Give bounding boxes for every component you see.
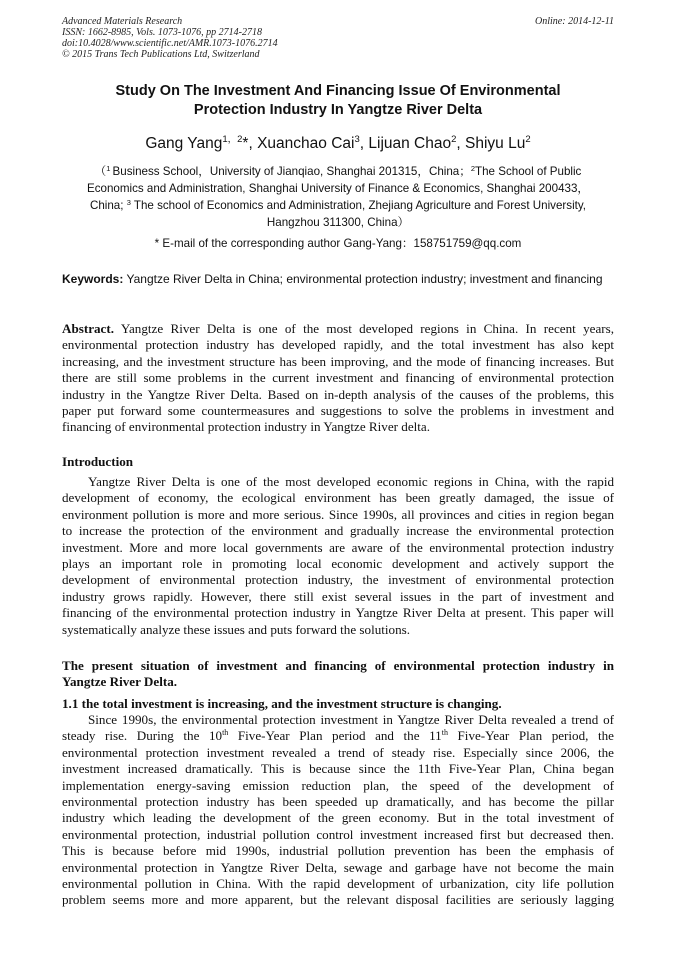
paragraph-line: environment pollution is more and more serious. Since 1990s, all provinces and cities in region began (62, 506, 614, 522)
paragraph-line: plays an important role in promoting local economic development and actively support the (62, 556, 614, 572)
paragraph-line: environmental protection industry has been speeded up dramatically, and has become the pillar (62, 794, 614, 810)
paragraph-line: development of economy, the ecological environment has been greatly damaged, the issue of (62, 490, 614, 506)
heading-line: Yangtze River Delta. (62, 674, 178, 690)
paragraph-line: financing of the environmental protection industry in Yangtze River Delta at present. This paper will (62, 605, 614, 621)
affil-text-1a: Business School，University of Jianqiao, Shanghai 201315，China； (112, 165, 471, 178)
section-1-1-paragraph (62, 712, 614, 909)
author-sep: , (456, 135, 466, 152)
affiliation-line-2: Economics and Administration, Shanghai University of Finance & Economics, Shanghai 200433， (86, 182, 590, 195)
ordinal-suffix: th (222, 728, 229, 738)
subsection-heading-1-1: 1.1 the total investment is increasing, and the investment structure is changing. (62, 696, 502, 711)
paragraph-line: environmental protection, industrial pollution control investment increased first but decreased then. (62, 826, 614, 842)
paragraph-line: steady rise. During the 10th Five-Year Plan period and the 11th Five-Year Plan period, the (62, 728, 614, 744)
abstract-line: there are still some problems in the current investment and financing of environmental protection (62, 370, 614, 386)
affil-sup-1: 1 (106, 164, 113, 173)
author-4: Shiyu Lu (465, 135, 526, 152)
paragraph-line: environmental protection in Yangtze River Delta, sewage and garbage have not become the main (62, 859, 614, 875)
abstract-line: paper put forward some countermeasures and suggestions to solve the problems in investment and (62, 403, 614, 419)
journal-name: Advanced Materials Research (62, 16, 183, 27)
paragraph-line: environmental protection investment revealed a trend of steady rise. Especially since 2006, the (62, 744, 614, 760)
paragraph-line: industry which leading the development of the green economy. But in the total investment of (62, 810, 614, 826)
title-line-1: Study On The Investment And Financing Issue Of Environmental (115, 83, 561, 99)
paragraph-line: systematically analyze these issues and puts forward the solutions. (62, 621, 410, 637)
author-list (62, 134, 614, 154)
abstract-line: environmental protection industry has developed rapidly, and the total investment has also kept (62, 337, 614, 353)
heading-line: The present situation of investment and financing of environmental protection industry in (62, 658, 614, 673)
paragraph-line: This is because before mid 1990s, industrial pollution prevention has been the emphasis of (62, 843, 614, 859)
affil-sup-2: 2 (470, 164, 476, 173)
author-3: Lijuan Chao (368, 135, 452, 152)
author-4-affil: 2 (525, 134, 531, 145)
author-3-affil: 2 (451, 134, 457, 145)
ordinal-suffix: th (441, 728, 448, 738)
paragraph-line: Yangtze River Delta is one of the most developed economic regions in China, with the rapid (88, 474, 614, 489)
paragraph-line: investment increased dramatically. This is because since the 11th Five-Year Plan, China began (62, 761, 614, 777)
author-2: Xuanchao Cai (257, 135, 355, 152)
affil-text-3b: The school of Economics and Administration, Zhejiang Agriculture and Forest University, (130, 199, 587, 212)
author-2-affil: 3 (354, 134, 360, 145)
paragraph-line: development of environmental protection industry, the investment of environmental protection (62, 572, 614, 588)
title-line-2: Protection Industry In Yangtze River Delta (193, 102, 483, 118)
affil-sup-3: 3 (126, 198, 131, 207)
issn-line: ISSN: 1662-8985, Vols. 1073-1076, pp 2714-2718 (62, 27, 262, 38)
paragraph-line: to increase the protection of the environment and gradually increase the environmental protection (62, 523, 614, 539)
doi-line: doi:10.4028/www.scientific.net/AMR.1073-1076.2714 (62, 38, 278, 49)
paragraph-line: investment. More and more local governments are aware of the environmental protection industry (62, 539, 614, 555)
affil-open: （ (94, 165, 107, 178)
paper-title (62, 82, 614, 120)
paragraph-line: implementation energy-saving emission reduction plan, the speed of the development of (62, 777, 614, 793)
abstract-line: financing of environmental protection industry in Yangtze River delta. (62, 419, 430, 435)
affiliation-line-1 (62, 163, 614, 180)
paragraph-line: environmental pollution in China. With the rapid development of urbanization, city life pollution (62, 876, 614, 892)
affil-text-1b: The School of Public (475, 165, 582, 178)
keywords (62, 271, 614, 288)
copyright-line: © 2015 Trans Tech Publications Ltd, Switzerland (62, 49, 260, 60)
affil-text-3a: China; (89, 199, 127, 212)
section-heading-present-situation (62, 658, 614, 691)
author-1-affil: 1，2 (222, 134, 243, 145)
affiliations (62, 163, 614, 231)
abstract-line: increasing, and the investment structure has been improving, and the mode of financing increases. But (62, 353, 614, 369)
abstract-line: Abstract. Yangtze River Delta is one of the most developed regions in China. In recent years, (62, 321, 614, 336)
author-1: Gang Yang (145, 135, 223, 152)
abstract-label: Abstract. (62, 321, 114, 336)
affiliation-line-4: Hangzhou 311300, China） (266, 216, 410, 229)
keywords-label: Keywords: (62, 272, 124, 286)
abstract-line: industry in the Yangtze River Delta. Based on in-depth analysis of the causes of the problems, this (62, 386, 614, 402)
paragraph-line: Since 1990s, the environmental protection investment in Yangtze River Delta revealed a trend of (88, 712, 614, 727)
section-heading-introduction: Introduction (62, 454, 134, 469)
paragraph-line: industry grows rapidly. However, there still exist several issues in the part of investment and (62, 588, 614, 604)
abstract (62, 321, 614, 436)
author-sep: , (359, 135, 369, 152)
introduction-paragraph (62, 474, 614, 638)
author-1-mark: *, (242, 135, 258, 152)
keywords-text: Yangtze River Delta in China; environmental protection industry; investment and financing (123, 272, 603, 286)
paragraph-line: problem seems more and more apparent, but the relevant disposal facilities are seriously lagging (62, 892, 614, 908)
affiliation-line-3 (62, 197, 614, 214)
online-date: Online: 2014-12-11 (535, 16, 614, 27)
journal-header (62, 16, 278, 60)
corresponding-email: * E-mail of the corresponding author Gang-Yang：158751759@qq.com (154, 237, 522, 250)
